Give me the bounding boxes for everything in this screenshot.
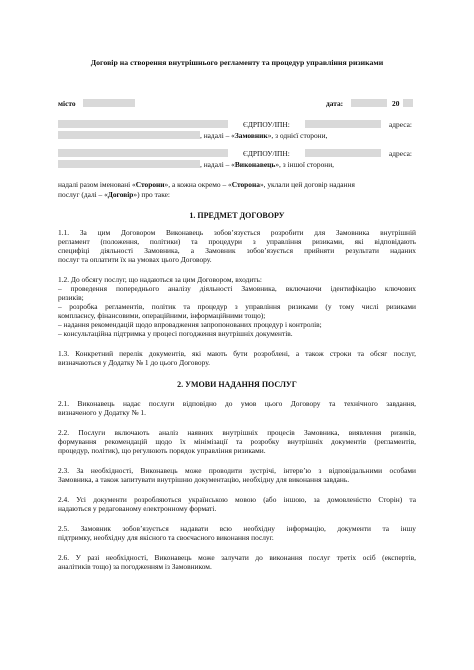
p25-line-1: 2.5. Замовник зобов’язується надавати всю необхідну інформацію, документи та іншу xyxy=(58,524,416,533)
year-field[interactable] xyxy=(403,99,413,107)
intro-line-1: надалі разом іменовані «Сторони», а кожна окремо – «Сторона», уклали цей договір надання xyxy=(58,180,355,189)
p23-line-1: 2.3. За необхідності, Виконавець може проводити зустрічі, інтерв’ю з відповідальними особами xyxy=(58,466,416,475)
customer-edrpou-field[interactable] xyxy=(305,120,381,128)
p11-line-2: регламент (положення, політики) та процедури з управління ризиками, які відповідають xyxy=(58,237,416,246)
contractor-edrpou-field[interactable] xyxy=(305,149,381,157)
contractor-edrpou-label: ЄДРПОУ/ІПН: xyxy=(243,149,290,158)
intro-line-2: послуг (далі – «Договір») про таке: xyxy=(58,190,170,199)
document-title: Договір на створення внутрішнього регламенту та процедур управління ризиками xyxy=(90,58,384,67)
p12-line-3: ризиків; xyxy=(58,293,84,302)
p12-line-6: – надання рекомендацій щодо впровадження запропонованих процедур і контролів; xyxy=(58,320,322,329)
p11-line-3: специфіці діяльності Замовника, а Замовник зобов’язується прийняти результати наданих xyxy=(58,246,416,255)
p12-line-4: – розробка регламентів, політик та процедур з управління ризиками (у тому числі ризиками xyxy=(58,302,416,311)
p24-line-1: 2.4. Усі документи розробляються українською мовою (або іншою, за домовленістю Сторін) та xyxy=(58,495,416,504)
p25-line-2: підтримку, необхідну для якісного та своєчасного виконання послуг. xyxy=(58,533,274,542)
section-2-heading: 2. УМОВИ НАДАННЯ ПОСЛУГ xyxy=(177,380,297,389)
contractor-address-field[interactable] xyxy=(58,160,200,168)
customer-address-label: адреса: xyxy=(389,120,412,129)
contractor-address-label: адреса: xyxy=(389,149,412,158)
customer-designation: , надалі – «Замовник», з однієї сторони, xyxy=(200,131,328,140)
p13-line-1: 1.3. Конкретний перелік документів, які мають бути розроблені, а також строки та обсяг послуг, xyxy=(58,349,416,358)
p12-line-7: – консультаційна підтримка у процесі погодження внутрішніх документів. xyxy=(58,329,293,338)
city-field[interactable] xyxy=(83,99,135,107)
p26-line-2: аналітиків тощо) за погодженням із Замовником. xyxy=(58,562,212,571)
p24-line-2: надаються у редагованому електронному форматі. xyxy=(58,504,217,513)
p22-line-1: 2.2. Послуги включають аналіз наявних внутрішніх процесів Замовника, виявлення ризиків, xyxy=(58,428,416,437)
p22-line-3: процедур, політик), що регулюють порядок управління ризиками. xyxy=(58,446,266,455)
city-label: місто xyxy=(58,99,76,108)
section-1-heading: 1. ПРЕДМЕТ ДОГОВОРУ xyxy=(189,211,285,220)
p21-line-2: визначеного у Додатку № 1. xyxy=(58,408,146,417)
year-prefix: 20 xyxy=(392,99,400,108)
p12-line-5: комплаєнсу, фінансовими, операційними, інформаційними тощо); xyxy=(58,311,266,320)
p13-line-2: визначаються у Додатку № 1 до цього Договору. xyxy=(58,358,210,367)
p12-line-1: 1.2. До обсягу послуг, що надаються за цим Договором, входить: xyxy=(58,275,262,284)
p12-line-2: – проведення попереднього аналізу діяльності Замовника, включаючи ідентифікацію ключових xyxy=(58,284,416,293)
customer-name-field[interactable] xyxy=(58,120,228,128)
customer-edrpou-label: ЄДРПОУ/ІПН: xyxy=(243,120,290,129)
p11-line-1: 1.1. За цим Договором Виконавець зобов’язується розробити для Замовника внутрішній xyxy=(58,228,416,237)
p26-line-1: 2.6. У разі необхідності, Виконавець може залучати до виконання послуг третіх осіб (експертів, xyxy=(58,553,416,562)
contractor-name-field[interactable] xyxy=(58,149,228,157)
p11-line-4: послуг та оплатити їх на умовах цього Договору. xyxy=(58,255,212,264)
contractor-designation: , надалі – «Виконавець», з іншої сторони, xyxy=(200,160,335,169)
p22-line-2: формування рекомендацій щодо їх мінімізації та розробку внутрішніх документів (регламентів, xyxy=(58,437,416,446)
p23-line-2: Замовника, а також запитувати внутрішню документацію, необхідну для виконання завдань. xyxy=(58,475,350,484)
customer-address-field[interactable] xyxy=(58,131,200,139)
date-label: дата: xyxy=(326,99,344,108)
p21-line-1: 2.1. Виконавець надає послуги відповідно до умов цього Договору та технічного завдання, xyxy=(58,399,416,408)
date-field[interactable] xyxy=(351,99,387,107)
